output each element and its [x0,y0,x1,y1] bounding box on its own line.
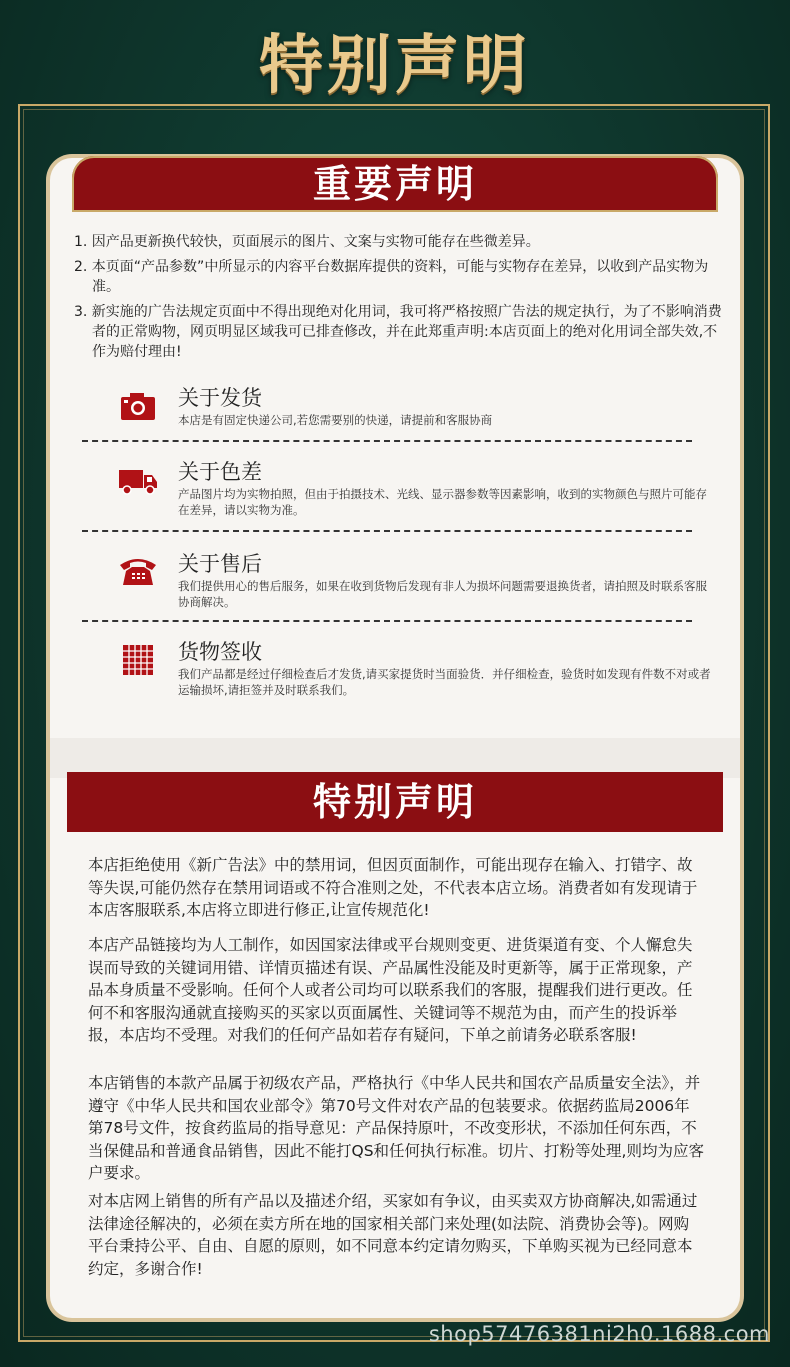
telephone-icon [116,554,160,590]
shop-watermark: shop57476381ni2h0.1688.com [428,1322,770,1346]
grid-icon [116,642,160,678]
divider [82,440,692,442]
special-paragraph: 本店拒绝使用《新广告法》中的禁用词，但因页面制作，可能出现存在输入、打错字、故等失误,可能仍然存在禁用词语或不符合准则之处，不代表本店立场。消费者如有发现请于本店客服联系,本店将立即进行修正,让宣传规范化! [88,856,698,919]
important-list [74,232,724,367]
page-title: 特别声明 [259,28,531,103]
camera-icon [116,388,160,424]
notice-title: 货物签收 [178,640,262,664]
important-item: 3. 新实施的广告法规定页面中不得出现绝对化用词，我可将严格按照广告法的规定执行，为了不影响消费者的正常购物，网页明显区域我可已排查修改，并在此郑重声明:本店页面上的绝对化用词全部失效,不作为赔付理由! [74,304,722,360]
special-paragraph: 本店销售的本款产品属于初级农产品，严格执行《中华人民共和国农产品质量安全法》，并遵守《中华人民共和国农业部令》第70号文件对农产品的包装要求。依据药监局2006年第78号文件，按食药监局的指导意见：产品保持原叶，不改变形状，不添加任何东西，不当保健品和普通食品销售，因此不能打QS和任何执行标准。切片、打粉等处理,则均为应客户要求。 [88,1074,704,1182]
important-item: 1. 因产品更新换代较快，页面展示的图片、文案与实物可能存在些微差异。 [74,234,540,250]
notice-desc: 产品图片均为实物拍照，但由于拍摄技术、光线、显示器参数等因素影响，收到的实物颜色与照片可能存在差异，请以实物为准。 [178,487,707,517]
notice-desc: 本店是有固定快递公司,若您需要别的快递，请提前和客服协商 [178,413,493,427]
special-banner-title: 特别声明 [312,780,477,824]
notice-desc: 我们产品都是经过仔细检查后才发货,请买家提货时当面验货．并仔细检查，验货时如发现有件数不对或者运输损坏,请拒签并及时联系我们。 [178,667,711,697]
notice-title: 关于发货 [178,386,262,410]
important-item: 2. 本页面“产品参数”中所显示的内容平台数据库提供的资料，可能与实物存在差异，以收到产品实物为准。 [74,259,709,295]
important-banner-title: 重要声明 [312,162,477,206]
notice-title: 关于色差 [178,460,262,484]
special-paragraph: 对本店网上销售的所有产品以及描述介绍，买家如有争议，由买卖双方协商解决,如需通过法律途径解决的，必须在卖方所在地的国家相关部门来处理(如法院、消费协会等)。网购平台秉持公平、自由、自愿的原则，如不同意本约定请勿购买，下单购买视为已经同意本约定，多谢合作! [88,1192,698,1278]
divider [82,530,692,532]
notice-title: 关于售后 [178,552,262,576]
truck-icon [116,462,160,498]
notice-desc: 我们提供用心的售后服务，如果在收到货物后发现有非人为损坏问题需要退换货者，请拍照及时联系客服协商解决。 [178,579,707,609]
special-paragraph: 本店产品链接均为人工制作，如因国家法律或平台规则变更、进货渠道有变、个人懈怠失误而导致的关键词用错、详情页描述有误、产品属性没能及时更新等，属于正常现象，产品本身质量不受影响。任何个人或者公司均可以联系我们的客服，提醒我们进行更改。任何不和客服沟通就直接购买的买家以页面属性、关键词等不规范为由，而产生的投诉举报，本店均不受理。对我们的任何产品如若存有疑问，下单之前请务必联系客服! [88,936,693,1044]
divider [82,620,692,622]
